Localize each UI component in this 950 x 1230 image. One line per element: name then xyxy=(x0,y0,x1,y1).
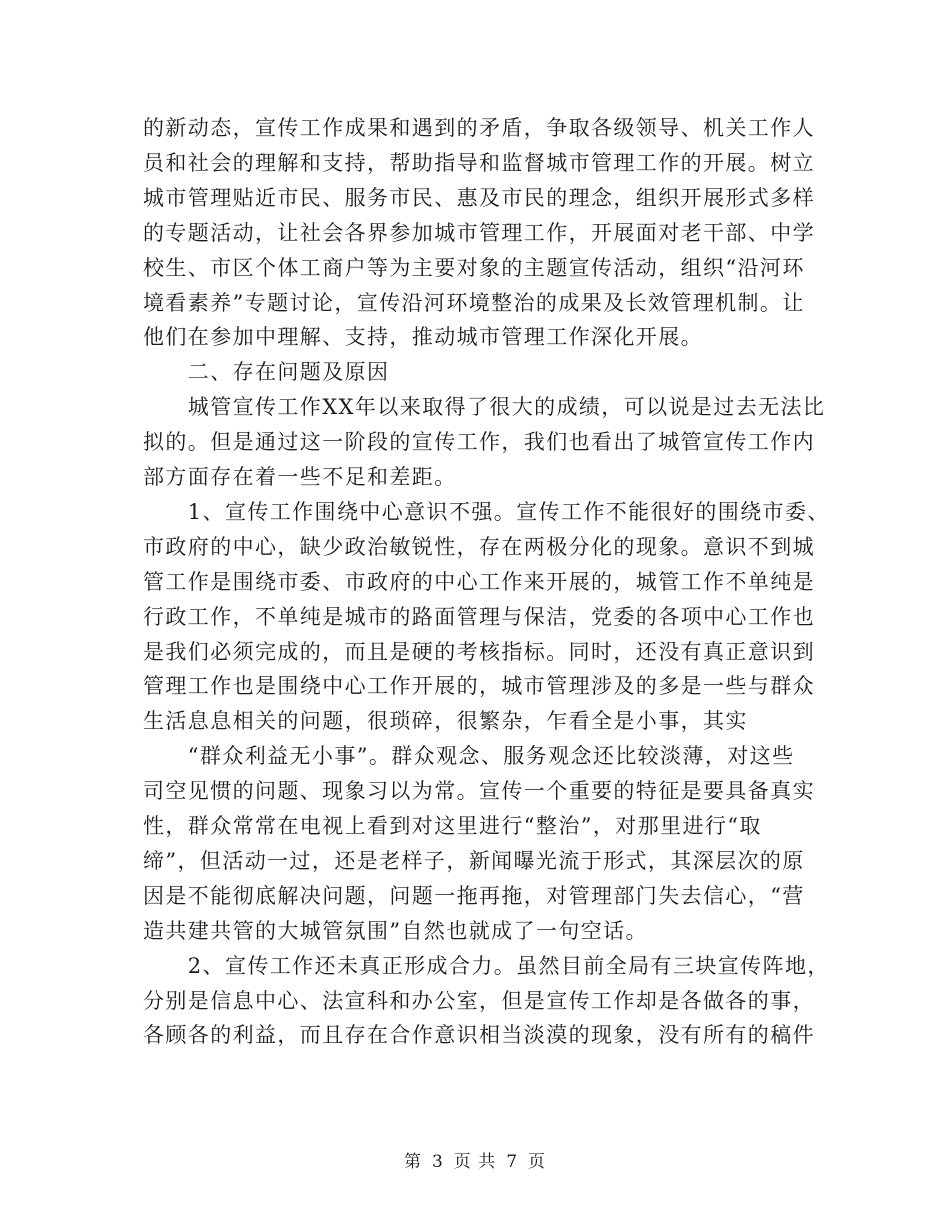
text-line: 二、存在问题及原因 xyxy=(143,360,390,385)
page-prefix: 第 xyxy=(403,1152,422,1172)
text-line: 他们在参加中理解、支持，推动城市管理工作深化开展。 xyxy=(143,325,703,350)
text-line: 性，群众常常在电视上看到对这里进行“整治”，对那里进行“取 xyxy=(143,814,762,838)
text-line: 是我们必须完成的，而且是硬的考核指标。同时，还没有真正意识到 xyxy=(143,639,815,664)
page-suffix: 页 xyxy=(528,1152,547,1172)
text-line: 的新动态，宣传工作成果和遇到的矛盾，争取各级领导、机关工作人 xyxy=(143,116,815,140)
page-mid: 页 共 xyxy=(453,1152,497,1172)
text-line: 管工作是围绕市委、市政府的中心工作来开展的，城管工作不单纯是 xyxy=(143,569,815,594)
text-line: 市政府的中心，缺少政治敏锐性，存在两极分化的现象。意识不到城 xyxy=(143,534,815,559)
text-line: 城管宣传工作XX年以来取得了很大的成绩，可以说是过去无法比 xyxy=(143,395,826,420)
text-line: 生活息息相关的问题，很琐碎，很繁杂，乍看全是小事，其实 xyxy=(143,709,748,734)
text-line: 分别是信息中心、法宣科和办公室，但是宣传工作却是各做各的事， xyxy=(143,988,815,1013)
text-line: 拟的。但是通过这一阶段的宣传工作，我们也看出了城管宣传工作内 xyxy=(143,430,815,455)
total-pages: 7 xyxy=(506,1152,519,1172)
text-line: 2、宣传工作还未真正形成合力。虽然目前全局有三块宣传阵地， xyxy=(143,953,830,978)
text-line: 城市管理贴近市民、服务市民、惠及市民的理念，组织开展形式多样 xyxy=(143,185,815,210)
text-line: 行政工作，不单纯是城市的路面管理与保洁，党委的各项中心工作也 xyxy=(143,604,815,629)
text-line: 缔”，但活动一过，还是老样子，新闻曝光流于形式，其深层次的原 xyxy=(143,848,805,873)
text-line: 因是不能彻底解决问题，问题一拖再拖，对管理部门失去信心，“营 xyxy=(143,883,805,908)
page-number: 3 xyxy=(431,1152,444,1172)
text-line: 1、宣传工作围绕中心意识不强。宣传工作不能很好的围绕市委、 xyxy=(143,499,830,524)
text-line: 员和社会的理解和支持，帮助指导和监督城市管理工作的开展。树立 xyxy=(143,150,815,175)
text-line: 各顾各的利益，而且存在合作意识相当淡漠的现象，没有所有的稿件 xyxy=(143,1023,815,1048)
text-line: 管理工作也是围绕中心工作开展的，城市管理涉及的多是一些与群众 xyxy=(143,674,815,699)
text-line: 部方面存在着一些不足和差距。 xyxy=(143,465,457,489)
text-line: “群众利益无小事”。群众观念、服务观念还比较淡薄，对这些 xyxy=(143,744,795,769)
text-line: 造共建共管的大城管氛围”自然也就成了一句空话。 xyxy=(143,918,648,943)
text-line: 的专题活动，让社会各界参加城市管理工作，开展面对老干部、中学 xyxy=(143,220,815,245)
text-line: 境看素养”专题讨论，宣传沿河环境整治的成果及长效管理机制。让 xyxy=(143,290,805,315)
text-line: 司空见惯的问题、现象习以为常。宣传一个重要的特征是要具备真实 xyxy=(143,779,815,804)
text-line: 校生、市区个体工商户等为主要对象的主题宣传活动，组织“沿河环 xyxy=(143,255,805,280)
page-footer xyxy=(0,1150,950,1174)
